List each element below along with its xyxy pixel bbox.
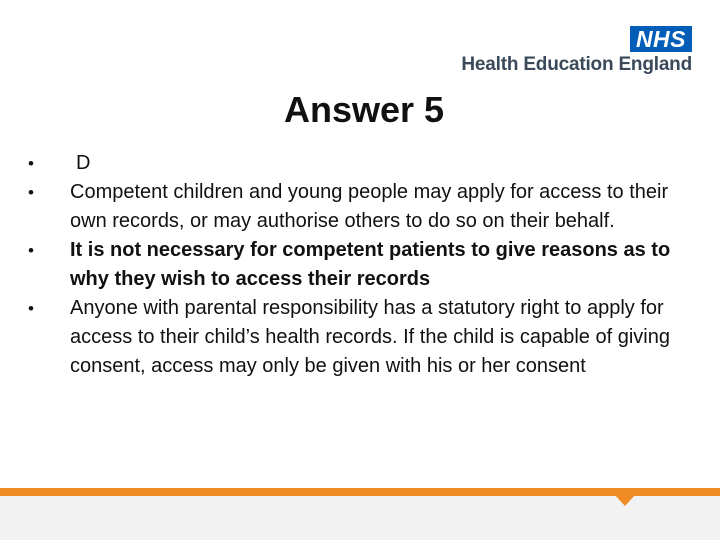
bullet-dot-icon: •	[28, 241, 34, 260]
bullet-item-parental-responsibility	[28, 294, 678, 381]
nhs-logo-badge: NHS	[630, 26, 692, 52]
bullet-item-answer	[28, 149, 678, 178]
answer-bullet-list	[28, 149, 678, 381]
bullet-text: D	[76, 152, 91, 174]
slide-title: Answer 5	[283, 89, 445, 130]
bullet-dot-icon: •	[28, 299, 34, 318]
nhs-heeng-logo	[442, 26, 692, 78]
bullet-text: Anyone with parental responsibility has a statutory right to apply for access to their child’s health records. If the child is capable of giving consent, access may only be given with his or her consent	[70, 297, 670, 377]
bullet-text: It is not necessary for competent patients to give reasons as to why they wish to access their records	[70, 239, 671, 290]
footer-band	[0, 496, 720, 540]
bullet-dot-icon: •	[28, 183, 34, 202]
bullet-text: Competent children and young people may apply for access to their own records, or may authorise others to do so on their behalf.	[70, 181, 669, 232]
bullet-item-no-reasons-needed	[28, 236, 678, 294]
bullet-dot-icon: •	[28, 154, 34, 173]
footer-accent-line	[0, 488, 720, 496]
bullet-item-competent-children	[28, 178, 678, 236]
organisation-name: Health Education England	[461, 54, 692, 75]
